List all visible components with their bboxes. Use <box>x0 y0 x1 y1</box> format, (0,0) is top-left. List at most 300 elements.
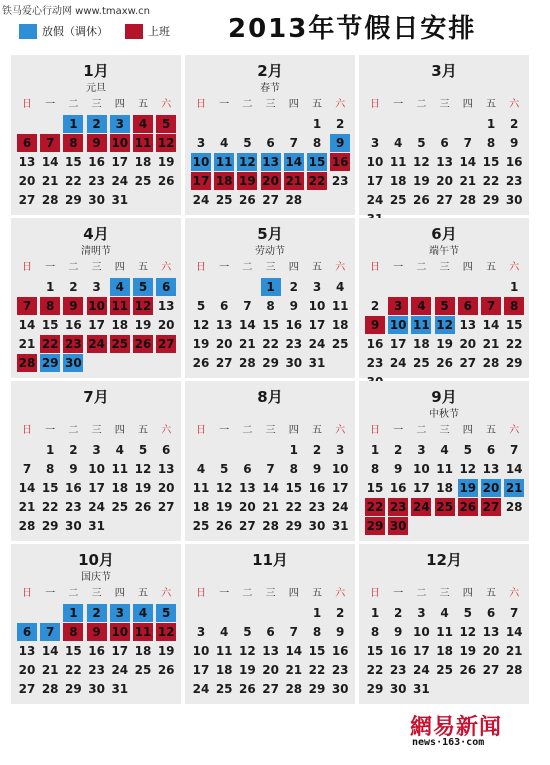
day-cell: 28 <box>459 193 477 207</box>
weekday-label: 四 <box>288 588 299 599</box>
day-cell: 23 <box>308 500 326 514</box>
day-cell: 28 <box>285 682 303 696</box>
weekday-label: 日 <box>196 425 206 436</box>
weekday-label: 日 <box>370 99 380 110</box>
weekday-label: 六 <box>335 588 346 599</box>
month-title: 7月 <box>83 388 109 406</box>
day-cell: 15 <box>285 481 303 495</box>
weekday-label: 六 <box>509 262 520 273</box>
weekday-label: 二 <box>68 99 79 110</box>
day-cell: 9 <box>330 134 350 152</box>
day-cell: 22 <box>366 663 384 677</box>
day-cell: 19 <box>459 644 477 658</box>
day-cell: 7 <box>463 136 472 150</box>
day-cell: 16 <box>65 481 82 495</box>
day-cell: 3 <box>110 115 130 133</box>
day-cell: 8 <box>289 462 298 476</box>
weekday-label: 日 <box>22 99 32 110</box>
day-cell: 1 <box>312 606 322 620</box>
day-cell: 23 <box>88 663 105 677</box>
day-cell: 14 <box>262 481 279 495</box>
weekday-label: 二 <box>416 425 427 436</box>
day-cell: 20 <box>215 337 233 351</box>
day-cell: 9 <box>289 299 298 313</box>
day-cell: 7 <box>266 462 275 476</box>
day-cell: 22 <box>366 500 384 514</box>
day-cell: 20 <box>18 174 36 188</box>
weekday-label: 六 <box>161 262 172 273</box>
day-cell: 15 <box>65 155 82 169</box>
day-cell: 28 <box>41 193 59 207</box>
day-cell: 25 <box>111 337 129 351</box>
page-title: 2013年节假日安排 <box>228 14 477 44</box>
month-title: 9月 <box>431 388 457 406</box>
day-cell: 2 <box>312 443 322 457</box>
day-cell: 11 <box>134 625 152 639</box>
day-cell: 13 <box>239 481 256 495</box>
day-cell: 29 <box>65 193 82 207</box>
day-cell: 20 <box>262 663 279 677</box>
day-cell: 12 <box>239 644 256 658</box>
day-cell: 17 <box>111 155 129 169</box>
weekday-label: 六 <box>335 99 346 110</box>
day-cell: 8 <box>504 297 524 315</box>
day-cell: 28 <box>18 519 36 533</box>
day-cell: 1 <box>46 443 55 457</box>
day-cell: 10 <box>308 299 326 313</box>
day-cell: 5 <box>220 462 229 476</box>
day-cell: 12 <box>134 299 152 313</box>
month-panel <box>185 381 355 541</box>
weekday-label: 四 <box>462 262 473 273</box>
day-cell: 1 <box>289 443 298 457</box>
day-cell: 9 <box>69 462 78 476</box>
day-cell: 16 <box>285 318 303 332</box>
month-holiday-name: 劳动节 <box>255 246 285 257</box>
day-cell: 8 <box>40 297 60 315</box>
day-cell: 4 <box>110 278 130 296</box>
day-cell: 2 <box>289 280 298 294</box>
weekday-label: 三 <box>265 99 276 110</box>
day-cell: 15 <box>366 644 384 658</box>
day-cell: 20 <box>482 644 500 658</box>
weekday-label: 六 <box>161 425 172 436</box>
day-cell: 19 <box>239 663 256 677</box>
day-cell: 26 <box>215 519 233 533</box>
day-cell: 18 <box>192 500 210 514</box>
day-cell: 24 <box>413 500 430 514</box>
month-title: 2月 <box>257 62 283 80</box>
day-cell: 7 <box>289 625 298 639</box>
day-cell: 4 <box>133 604 153 622</box>
day-cell: 7 <box>40 134 60 152</box>
watermark: 铁马爱心行动网 www.tmaxw.cn <box>2 6 150 17</box>
day-cell: 10 <box>192 155 210 169</box>
day-cell: 19 <box>239 174 256 188</box>
day-cell: 15 <box>262 318 279 332</box>
day-cell: 23 <box>389 500 407 514</box>
day-cell: 27 <box>459 356 477 370</box>
day-cell: 13 <box>459 318 477 332</box>
day-cell: 24 <box>88 337 105 351</box>
day-cell: 9 <box>394 625 403 639</box>
day-cell: 17 <box>88 481 105 495</box>
day-cell: 8 <box>63 134 83 152</box>
day-cell: 1 <box>370 443 380 457</box>
weekday-label: 五 <box>138 99 148 110</box>
day-cell: 14 <box>41 644 59 658</box>
weekday-label: 二 <box>68 262 79 273</box>
day-cell: 18 <box>134 155 152 169</box>
day-cell: 28 <box>262 519 279 533</box>
day-cell: 31 <box>308 356 326 370</box>
day-cell: 29 <box>505 356 523 370</box>
day-cell: 27 <box>239 519 256 533</box>
day-cell: 22 <box>41 500 59 514</box>
day-cell: 5 <box>417 136 426 150</box>
day-cell: 8 <box>370 462 380 476</box>
day-cell: 8 <box>63 623 83 641</box>
weekday-label: 五 <box>486 588 496 599</box>
day-cell: 19 <box>215 500 233 514</box>
day-cell: 26 <box>459 663 477 677</box>
day-cell: 1 <box>486 117 496 131</box>
day-cell: 20 <box>239 500 256 514</box>
day-cell: 19 <box>192 337 210 351</box>
month-title: 10月 <box>78 551 114 569</box>
day-cell: 27 <box>157 500 175 514</box>
day-cell: 12 <box>436 318 453 332</box>
day-cell: 25 <box>134 174 152 188</box>
day-cell: 9 <box>336 625 345 639</box>
weekday-label: 五 <box>486 99 496 110</box>
day-cell: 2 <box>336 117 345 131</box>
weekday-label: 三 <box>91 425 102 436</box>
day-cell: 24 <box>111 174 129 188</box>
day-cell: 21 <box>18 337 36 351</box>
day-cell: 6 <box>266 136 275 150</box>
day-cell: 7 <box>22 462 32 476</box>
day-cell: 6 <box>486 606 496 620</box>
day-cell: 15 <box>308 644 326 658</box>
day-cell: 17 <box>308 318 326 332</box>
day-cell: 20 <box>157 318 175 332</box>
day-cell: 14 <box>239 318 256 332</box>
day-cell: 18 <box>134 644 152 658</box>
day-cell: 16 <box>65 318 82 332</box>
day-cell: 21 <box>505 644 523 658</box>
day-cell: 11 <box>134 136 152 150</box>
day-cell: 25 <box>134 663 152 677</box>
day-cell: 10 <box>88 299 105 313</box>
day-cell: 22 <box>65 663 82 677</box>
day-cell: 18 <box>331 318 349 332</box>
day-cell: 6 <box>17 623 37 641</box>
day-cell: 27 <box>262 193 279 207</box>
weekday-label: 一 <box>393 588 404 599</box>
day-cell: 5 <box>138 443 148 457</box>
day-cell: 11 <box>436 625 453 639</box>
weekday-label: 五 <box>312 588 322 599</box>
month-panel <box>11 544 181 704</box>
day-cell: 26 <box>459 500 477 514</box>
day-cell: 23 <box>65 337 82 351</box>
day-cell: 30 <box>308 519 326 533</box>
month-panel <box>185 544 355 704</box>
day-cell: 14 <box>18 481 36 495</box>
month-panel <box>359 218 529 378</box>
day-cell: 22 <box>262 337 279 351</box>
day-cell: 18 <box>215 663 233 677</box>
day-cell: 29 <box>41 356 59 370</box>
day-cell: 9 <box>87 134 107 152</box>
weekday-label: 三 <box>439 425 450 436</box>
day-cell: 13 <box>157 299 175 313</box>
day-cell: 2 <box>69 443 78 457</box>
day-cell: 14 <box>505 625 523 639</box>
day-cell: 30 <box>285 356 303 370</box>
day-cell: 15 <box>65 644 82 658</box>
weekday-label: 四 <box>462 99 473 110</box>
day-cell: 4 <box>220 136 229 150</box>
month-title: 1月 <box>83 62 109 80</box>
weekday-label: 日 <box>370 425 380 436</box>
day-cell: 22 <box>308 663 326 677</box>
day-cell: 23 <box>389 663 407 677</box>
day-cell: 26 <box>134 500 152 514</box>
legend-work-swatch <box>125 24 143 39</box>
weekday-label: 六 <box>509 588 520 599</box>
day-cell: 11 <box>413 318 430 332</box>
weekday-label: 一 <box>45 99 56 110</box>
day-cell: 13 <box>262 155 279 169</box>
weekday-label: 五 <box>138 588 148 599</box>
day-cell: 16 <box>389 481 407 495</box>
day-cell: 7 <box>17 297 37 315</box>
day-cell: 21 <box>505 481 523 495</box>
day-cell: 9 <box>63 297 83 315</box>
day-cell: 8 <box>312 625 322 639</box>
day-cell: 25 <box>111 500 129 514</box>
day-cell: 24 <box>366 193 384 207</box>
day-cell: 10 <box>111 136 129 150</box>
month-holiday-name: 国庆节 <box>81 572 111 583</box>
day-cell: 1 <box>46 280 55 294</box>
day-cell: 18 <box>111 481 129 495</box>
day-cell: 27 <box>215 356 233 370</box>
day-cell: 11 <box>331 299 349 313</box>
weekday-label: 二 <box>68 425 79 436</box>
day-cell: 30 <box>389 682 407 696</box>
weekday-label: 五 <box>312 425 322 436</box>
day-cell: 9 <box>394 462 403 476</box>
day-cell: 7 <box>510 443 519 457</box>
day-cell: 13 <box>18 155 36 169</box>
day-cell: 11 <box>215 644 233 658</box>
day-cell: 17 <box>331 481 349 495</box>
month-holiday-name: 元旦 <box>86 83 106 94</box>
day-cell: 24 <box>389 356 407 370</box>
day-cell: 18 <box>389 174 407 188</box>
day-cell: 19 <box>459 481 477 495</box>
weekday-label: 四 <box>462 588 473 599</box>
day-cell: 17 <box>192 174 210 188</box>
day-cell: 31 <box>331 519 349 533</box>
day-cell: 25 <box>389 193 407 207</box>
weekday-label: 二 <box>416 262 427 273</box>
weekday-label: 四 <box>462 425 473 436</box>
day-cell: 27 <box>157 337 175 351</box>
day-cell: 18 <box>111 318 129 332</box>
day-cell: 16 <box>366 337 384 351</box>
legend-off-swatch <box>19 24 37 39</box>
day-cell: 21 <box>459 174 477 188</box>
weekday-label: 一 <box>45 588 56 599</box>
day-cell: 25 <box>413 356 430 370</box>
day-cell: 6 <box>266 625 275 639</box>
day-cell: 16 <box>331 644 349 658</box>
weekday-label: 四 <box>114 99 125 110</box>
day-cell: 24 <box>413 663 430 677</box>
month-title: 12月 <box>426 551 462 569</box>
day-cell: 2 <box>336 606 345 620</box>
weekday-label: 三 <box>439 99 450 110</box>
weekday-label: 日 <box>370 262 380 273</box>
day-cell: 14 <box>482 318 500 332</box>
month-title: 3月 <box>431 62 457 80</box>
day-cell: 5 <box>463 606 472 620</box>
day-cell: 8 <box>312 136 322 150</box>
day-cell: 3 <box>110 604 130 622</box>
day-cell: 10 <box>88 462 105 476</box>
day-cell: 16 <box>308 481 326 495</box>
day-cell: 12 <box>413 155 430 169</box>
weekday-label: 日 <box>22 588 32 599</box>
day-cell: 24 <box>88 500 105 514</box>
weekday-label: 四 <box>288 425 299 436</box>
day-cell: 31 <box>88 519 105 533</box>
day-cell: 3 <box>312 280 322 294</box>
day-cell: 5 <box>243 136 252 150</box>
day-cell: 28 <box>18 356 36 370</box>
day-cell: 23 <box>65 500 82 514</box>
weekday-label: 二 <box>416 99 427 110</box>
weekday-label: 三 <box>265 588 276 599</box>
day-cell: 24 <box>308 337 326 351</box>
weekday-label: 四 <box>114 262 125 273</box>
weekday-label: 六 <box>509 425 520 436</box>
weekday-label: 二 <box>242 588 253 599</box>
month-holiday-name: 清明节 <box>81 246 111 257</box>
day-cell: 23 <box>331 663 349 677</box>
day-cell: 3 <box>196 136 206 150</box>
day-cell: 28 <box>505 500 523 514</box>
legend-work <box>125 23 170 39</box>
weekday-label: 四 <box>288 262 299 273</box>
weekday-label: 一 <box>393 425 404 436</box>
day-cell: 21 <box>285 663 303 677</box>
day-cell: 24 <box>192 193 210 207</box>
day-cell: 16 <box>88 644 105 658</box>
day-cell: 4 <box>440 443 449 457</box>
day-cell: 30 <box>505 193 523 207</box>
day-cell: 21 <box>41 174 59 188</box>
day-cell: 26 <box>413 193 430 207</box>
weekday-label: 五 <box>486 425 496 436</box>
day-cell: 7 <box>40 623 60 641</box>
month-panel <box>185 55 355 215</box>
weekday-label: 二 <box>242 99 253 110</box>
day-cell: 15 <box>41 318 59 332</box>
day-cell: 20 <box>436 174 453 188</box>
weekday-label: 日 <box>196 588 206 599</box>
weekday-label: 二 <box>242 425 253 436</box>
legend-work-label: 上班 <box>148 25 170 38</box>
day-cell: 16 <box>331 155 349 169</box>
day-cell: 29 <box>482 193 500 207</box>
day-cell: 21 <box>262 500 279 514</box>
day-cell: 13 <box>482 462 500 476</box>
day-cell: 12 <box>459 625 477 639</box>
day-cell: 1 <box>370 606 380 620</box>
weekday-label: 三 <box>91 262 102 273</box>
day-cell: 4 <box>440 606 449 620</box>
day-cell: 14 <box>505 462 523 476</box>
day-cell: 16 <box>505 155 523 169</box>
day-cell: 12 <box>459 462 477 476</box>
day-cell: 26 <box>157 663 175 677</box>
day-cell: 2 <box>87 604 107 622</box>
day-cell: 22 <box>308 174 326 188</box>
day-cell: 21 <box>18 500 36 514</box>
day-cell: 18 <box>436 644 453 658</box>
day-cell: 10 <box>413 462 430 476</box>
day-cell: 5 <box>156 115 176 133</box>
day-cell: 4 <box>336 280 345 294</box>
day-cell: 26 <box>192 356 210 370</box>
day-cell: 12 <box>134 462 152 476</box>
weekday-label: 三 <box>439 588 450 599</box>
day-cell: 15 <box>308 155 326 169</box>
day-cell: 30 <box>65 519 82 533</box>
day-cell: 27 <box>482 663 500 677</box>
day-cell: 28 <box>285 193 303 207</box>
day-cell: 25 <box>215 193 233 207</box>
day-cell: 3 <box>370 136 380 150</box>
day-cell: 28 <box>505 663 523 677</box>
day-cell: 7 <box>510 606 519 620</box>
day-cell: 22 <box>505 337 523 351</box>
day-cell: 24 <box>331 500 349 514</box>
day-cell: 3 <box>336 443 345 457</box>
day-cell: 10 <box>331 462 349 476</box>
day-cell: 4 <box>133 115 153 133</box>
day-cell: 12 <box>192 318 210 332</box>
day-cell: 29 <box>366 682 384 696</box>
weekday-label: 日 <box>196 99 206 110</box>
day-cell: 14 <box>41 155 59 169</box>
month-holiday-name: 春节 <box>260 83 280 94</box>
day-cell: 12 <box>215 481 233 495</box>
day-cell: 20 <box>157 481 175 495</box>
day-cell: 9 <box>312 462 322 476</box>
day-cell: 3 <box>92 443 101 457</box>
day-cell: 10 <box>366 155 384 169</box>
weekday-label: 二 <box>416 588 427 599</box>
day-cell: 19 <box>157 644 175 658</box>
day-cell: 25 <box>436 663 453 677</box>
day-cell: 6 <box>486 443 496 457</box>
